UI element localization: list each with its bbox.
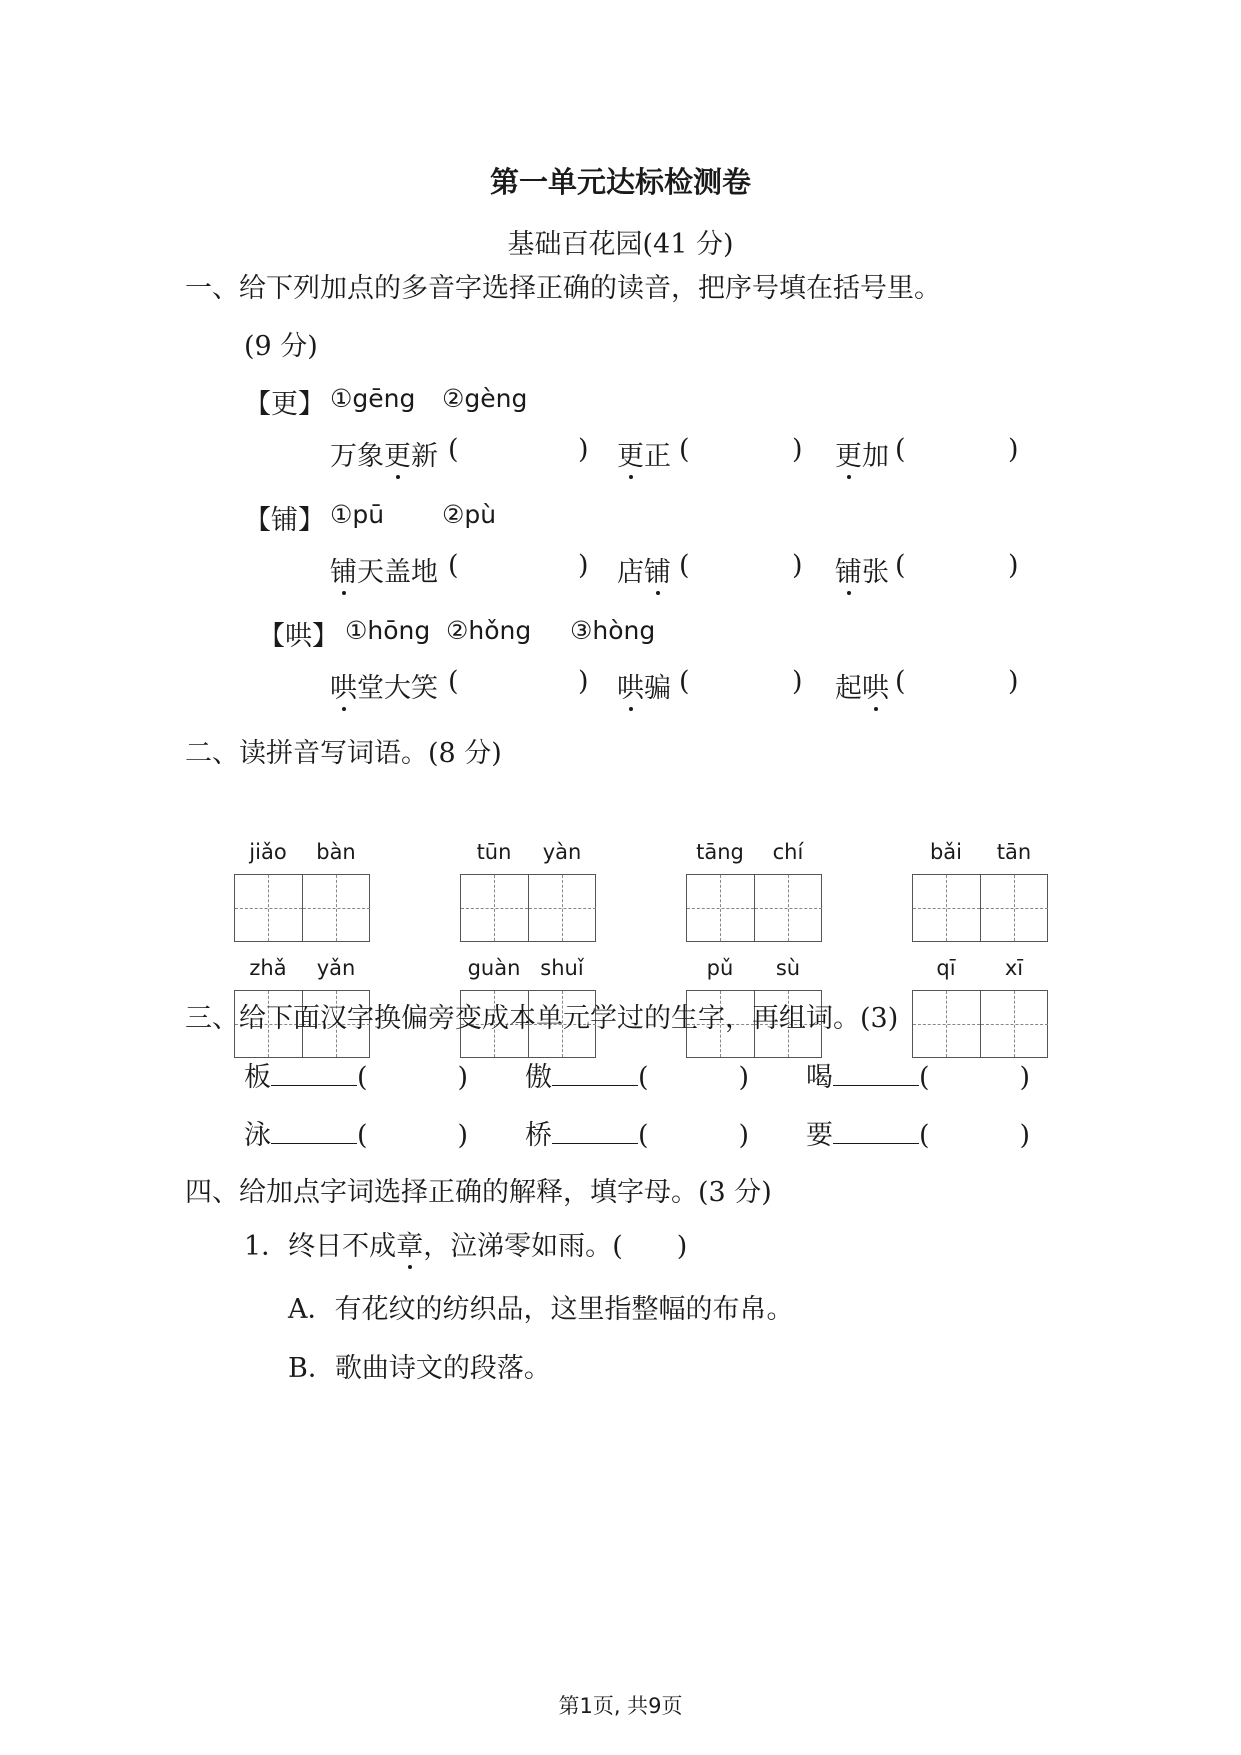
pinyin-label bbox=[234, 956, 370, 984]
q2-heading: 二、读拼音写词语。(8 分) bbox=[185, 738, 502, 769]
dotted-char: 更 bbox=[384, 434, 411, 473]
answer-paren-right: ) bbox=[578, 550, 589, 581]
answer-paren-right: ) bbox=[792, 666, 803, 697]
grid-cell[interactable] bbox=[913, 991, 980, 1057]
word-part: 新 bbox=[411, 441, 438, 472]
pinyin-label bbox=[912, 840, 1048, 868]
q1-group-1-word-1 bbox=[330, 434, 438, 473]
q4-item-1-answer-paren[interactable]: ( ) bbox=[612, 1231, 688, 1262]
pinyin-syllable: jiǎo bbox=[249, 840, 287, 864]
word-part: 正 bbox=[644, 441, 671, 472]
guide-line-horizontal bbox=[529, 908, 596, 909]
answer-paren-left[interactable]: ( bbox=[448, 666, 459, 697]
q3-item-3 bbox=[806, 1055, 1030, 1094]
q3-heading: 三、给下面汉字换偏旁变成本单元学过的生字，再组词。(3) bbox=[185, 1003, 899, 1034]
grid-cell[interactable] bbox=[302, 875, 369, 941]
answer-paren-left[interactable]: ( bbox=[919, 1120, 930, 1151]
q4-item-1-pre: 终日不成 bbox=[288, 1231, 397, 1262]
pinyin-syllable: yàn bbox=[542, 840, 582, 864]
pinyin-label bbox=[686, 956, 822, 984]
q4-option-a: A．有花纹的纺织品，这里指整幅的布帛。 bbox=[288, 1294, 794, 1325]
word-part: 骗 bbox=[644, 673, 671, 704]
answer-paren-left[interactable]: ( bbox=[638, 1062, 649, 1093]
grid-cell[interactable] bbox=[754, 875, 821, 941]
answer-blank[interactable] bbox=[552, 1119, 638, 1144]
answer-paren-right: ) bbox=[738, 1062, 750, 1093]
grid-cell[interactable] bbox=[913, 875, 980, 941]
grid-cell[interactable] bbox=[528, 875, 595, 941]
pinyin-syllable: yǎn bbox=[316, 956, 356, 980]
answer-blank[interactable] bbox=[271, 1119, 357, 1144]
q4-option-b: B．歌曲诗文的段落。 bbox=[288, 1353, 551, 1384]
q1-group-3-option-2: ②hǒng bbox=[446, 616, 532, 645]
answer-paren-right: ) bbox=[1008, 550, 1019, 581]
word-part: 张 bbox=[862, 557, 889, 588]
answer-paren-left[interactable]: ( bbox=[679, 434, 690, 465]
q4-item-1-number: 1． bbox=[244, 1231, 289, 1262]
guide-line-horizontal bbox=[755, 908, 822, 909]
page-footer: 第1页, 共9页 bbox=[558, 1694, 683, 1718]
answer-paren-right: ) bbox=[738, 1120, 750, 1151]
word-part: 堂大笑 bbox=[357, 673, 438, 704]
answer-paren-left[interactable]: ( bbox=[895, 434, 906, 465]
pinyin-syllable: chí bbox=[772, 840, 804, 864]
guide-line-horizontal bbox=[913, 908, 980, 909]
word-part: 万象 bbox=[330, 441, 384, 472]
pinyin-syllable: pǔ bbox=[706, 956, 734, 980]
guide-line-horizontal bbox=[687, 908, 754, 909]
grid-cell[interactable] bbox=[235, 875, 302, 941]
q1-group-2-word-2 bbox=[617, 550, 671, 589]
answer-paren-left[interactable]: ( bbox=[679, 550, 690, 581]
q3-item-6 bbox=[806, 1113, 1030, 1152]
tianzi-grid bbox=[912, 874, 1048, 942]
pinyin-syllable: qī bbox=[936, 956, 956, 980]
page-title: 第一单元达标检测卷 bbox=[489, 165, 751, 199]
q3-item-2 bbox=[525, 1055, 749, 1094]
answer-paren-right: ) bbox=[457, 1062, 469, 1093]
pinyin-syllable: tān bbox=[996, 840, 1032, 864]
word-part: 天盖地 bbox=[357, 557, 438, 588]
pinyin-label bbox=[912, 956, 1048, 984]
answer-paren-left[interactable]: ( bbox=[638, 1120, 649, 1151]
q1-group-2-option-1: ①pū bbox=[330, 500, 385, 529]
q4-heading: 四、给加点字词选择正确的解释，填字母。(3 分) bbox=[185, 1177, 772, 1208]
answer-paren-left[interactable]: ( bbox=[679, 666, 690, 697]
q1-group-3-word-2 bbox=[617, 666, 671, 705]
answer-paren-right: ) bbox=[1019, 1120, 1031, 1151]
q1-group-1-word-3 bbox=[835, 434, 889, 473]
q1-group-3-option-3: ③hòng bbox=[570, 616, 656, 645]
q4-item-1 bbox=[244, 1224, 687, 1263]
answer-blank[interactable] bbox=[833, 1061, 919, 1086]
q1-group-1-char: 【更】 bbox=[244, 389, 325, 420]
grid-cell[interactable] bbox=[980, 991, 1047, 1057]
answer-paren-left[interactable]: ( bbox=[357, 1062, 368, 1093]
answer-paren-left[interactable]: ( bbox=[895, 666, 906, 697]
q3-char: 桥 bbox=[525, 1120, 552, 1151]
dotted-char: 哄 bbox=[330, 666, 357, 705]
dotted-char: 铺 bbox=[644, 550, 671, 589]
pinyin-syllable: sù bbox=[775, 956, 801, 980]
q1-group-3-option-1: ①hōng bbox=[345, 616, 431, 645]
grid-cell[interactable] bbox=[980, 875, 1047, 941]
pinyin-label bbox=[460, 840, 596, 868]
q1-group-1-option-1: ①gēng bbox=[330, 384, 416, 413]
q3-item-1 bbox=[244, 1055, 468, 1094]
answer-paren-right: ) bbox=[792, 434, 803, 465]
pinyin-syllable: bàn bbox=[316, 840, 356, 864]
q3-char: 泳 bbox=[244, 1120, 271, 1151]
dotted-char: 铺 bbox=[835, 550, 862, 589]
answer-blank[interactable] bbox=[833, 1119, 919, 1144]
pinyin-syllable: tāng bbox=[696, 840, 744, 864]
q4-item-1-dotted-char: 章 bbox=[396, 1224, 423, 1263]
dotted-char: 更 bbox=[617, 434, 644, 473]
q3-char: 喝 bbox=[806, 1062, 833, 1093]
q1-group-3-word-1 bbox=[330, 666, 438, 705]
answer-paren-left[interactable]: ( bbox=[919, 1062, 930, 1093]
q1-score: (9 分) bbox=[244, 331, 318, 362]
dotted-char: 铺 bbox=[330, 550, 357, 589]
q1-group-3-word-3 bbox=[835, 666, 889, 705]
word-part: 加 bbox=[862, 441, 889, 472]
section-subtitle: 基础百花园(41 分) bbox=[507, 229, 734, 260]
pinyin-syllable: bǎi bbox=[929, 840, 963, 864]
pinyin-syllable: tūn bbox=[476, 840, 512, 864]
tianzi-grid bbox=[460, 874, 596, 942]
q3-item-4 bbox=[244, 1113, 468, 1152]
answer-paren-right: ) bbox=[1019, 1062, 1031, 1093]
guide-line-horizontal bbox=[303, 908, 370, 909]
tianzi-grid bbox=[912, 990, 1048, 1058]
grid-cell[interactable] bbox=[687, 875, 754, 941]
answer-paren-left[interactable]: ( bbox=[448, 434, 459, 465]
word-part: 店 bbox=[617, 557, 644, 588]
answer-paren-right: ) bbox=[1008, 666, 1019, 697]
answer-paren-right: ) bbox=[457, 1120, 469, 1151]
guide-line-horizontal bbox=[461, 908, 528, 909]
guide-line-horizontal bbox=[981, 1024, 1048, 1025]
guide-line-horizontal bbox=[913, 1024, 980, 1025]
pinyin-label bbox=[460, 956, 596, 984]
q1-group-2-word-1 bbox=[330, 550, 438, 589]
pinyin-syllable: xī bbox=[1004, 956, 1024, 980]
q1-group-3-char: 【哄】 bbox=[258, 621, 339, 652]
tianzi-grid bbox=[686, 874, 822, 942]
answer-paren-right: ) bbox=[578, 434, 589, 465]
q1-group-2-char: 【铺】 bbox=[244, 505, 325, 536]
pinyin-syllable: guàn bbox=[467, 956, 521, 980]
q1-group-2-word-3 bbox=[835, 550, 889, 589]
q4-item-1-post: ，泣涕零如雨。 bbox=[423, 1231, 613, 1262]
pinyin-syllable: zhǎ bbox=[249, 956, 287, 980]
answer-paren-left[interactable]: ( bbox=[448, 550, 459, 581]
tianzi-grid bbox=[234, 874, 370, 942]
answer-paren-left[interactable]: ( bbox=[357, 1120, 368, 1151]
grid-cell[interactable] bbox=[461, 875, 528, 941]
guide-line-horizontal bbox=[235, 908, 302, 909]
pinyin-label bbox=[686, 840, 822, 868]
answer-paren-left[interactable]: ( bbox=[895, 550, 906, 581]
answer-blank[interactable] bbox=[552, 1061, 638, 1086]
q3-char: 要 bbox=[806, 1120, 833, 1151]
dotted-char: 哄 bbox=[862, 666, 889, 705]
answer-paren-right: ) bbox=[792, 550, 803, 581]
answer-blank[interactable] bbox=[271, 1061, 357, 1086]
pinyin-label bbox=[234, 840, 370, 868]
pinyin-syllable: shuǐ bbox=[540, 956, 584, 980]
answer-paren-right: ) bbox=[1008, 434, 1019, 465]
dotted-char: 更 bbox=[835, 434, 862, 473]
q3-char: 傲 bbox=[525, 1062, 552, 1093]
q3-item-5 bbox=[525, 1113, 749, 1152]
dotted-char: 哄 bbox=[617, 666, 644, 705]
q1-group-2-option-2: ②pù bbox=[442, 500, 497, 529]
q1-heading: 一、给下列加点的多音字选择正确的读音，把序号填在括号里。 bbox=[185, 273, 941, 304]
answer-paren-right: ) bbox=[578, 666, 589, 697]
q1-group-1-option-2: ②gèng bbox=[442, 384, 528, 413]
guide-line-horizontal bbox=[981, 908, 1048, 909]
word-part: 起 bbox=[835, 673, 862, 704]
q3-char: 板 bbox=[244, 1062, 271, 1093]
q1-group-1-word-2 bbox=[617, 434, 671, 473]
